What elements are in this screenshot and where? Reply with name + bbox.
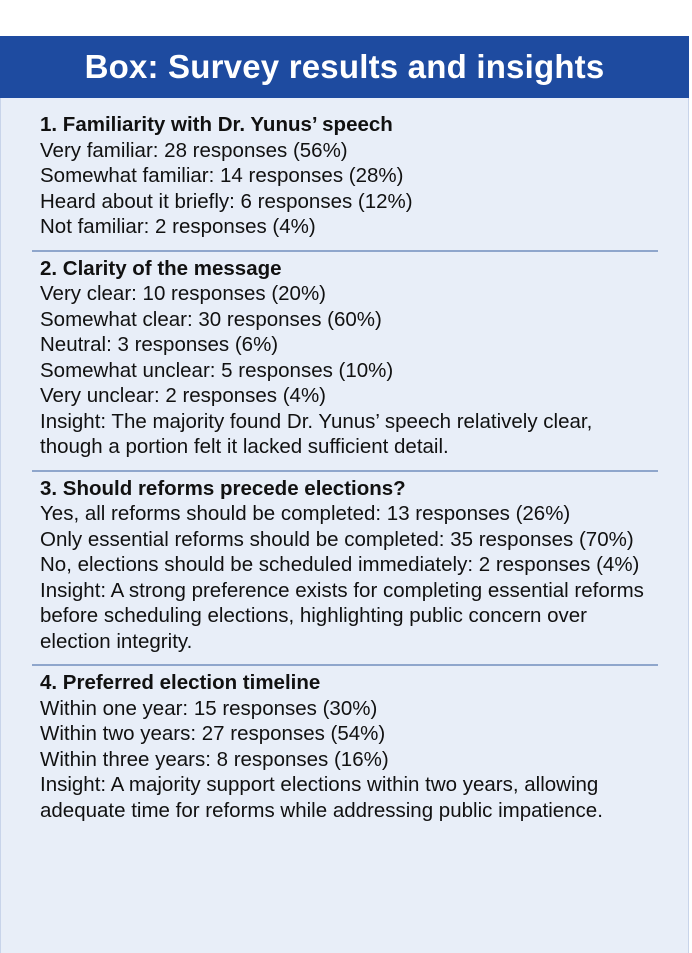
result-line: Somewhat clear: 30 responses (60%)	[40, 307, 382, 331]
result-line: Not familiar: 2 responses (4%)	[40, 215, 316, 238]
box-content	[40, 108, 650, 831]
result-line: Neutral: 3 responses (6%)	[40, 333, 279, 356]
result-line: Heard about it briefly: 6 responses (12%)	[40, 189, 413, 213]
section-clarity	[40, 252, 650, 468]
section-heading: 1. Familiarity with Dr. Yunus’ speech	[40, 113, 393, 136]
section-heading: 4. Preferred election timeline	[40, 671, 321, 694]
result-line: Only essential reforms should be completed: 35 responses (70%)	[40, 527, 634, 551]
result-line: No, elections should be scheduled immediately: 2 responses (4%)	[40, 553, 640, 576]
section-familiarity	[40, 108, 650, 248]
result-line: Very unclear: 2 responses (4%)	[40, 384, 326, 407]
section-timeline	[40, 666, 650, 831]
insight-text: Insight: A majority support elections within two years, allowing adequate time for reforms while addressing public impatience.	[40, 773, 603, 822]
result-line: Within two years: 27 responses (54%)	[40, 722, 386, 745]
result-line: Within three years: 8 responses (16%)	[40, 747, 389, 771]
box-title: Box: Survey results and insights	[0, 36, 689, 98]
section-heading: 2. Clarity of the message	[40, 256, 282, 280]
result-line: Within one year: 15 responses (30%)	[40, 696, 378, 720]
section-reforms	[40, 472, 650, 663]
result-line: Yes, all reforms should be completed: 13 responses (26%)	[40, 502, 571, 525]
result-line: Somewhat familiar: 14 responses (28%)	[40, 164, 404, 187]
result-line: Somewhat unclear: 5 responses (10%)	[40, 358, 394, 382]
insight-text: Insight: The majority found Dr. Yunus’ speech relatively clear, though a portion felt it lacked sufficient detail.	[40, 409, 593, 458]
section-heading: 3. Should reforms precede elections?	[40, 476, 406, 500]
result-line: Very familiar: 28 responses (56%)	[40, 138, 348, 162]
insight-text: Insight: A strong preference exists for completing essential reforms before scheduling elections, highlighting public concern over election integrity.	[40, 578, 644, 653]
result-line: Very clear: 10 responses (20%)	[40, 282, 326, 305]
